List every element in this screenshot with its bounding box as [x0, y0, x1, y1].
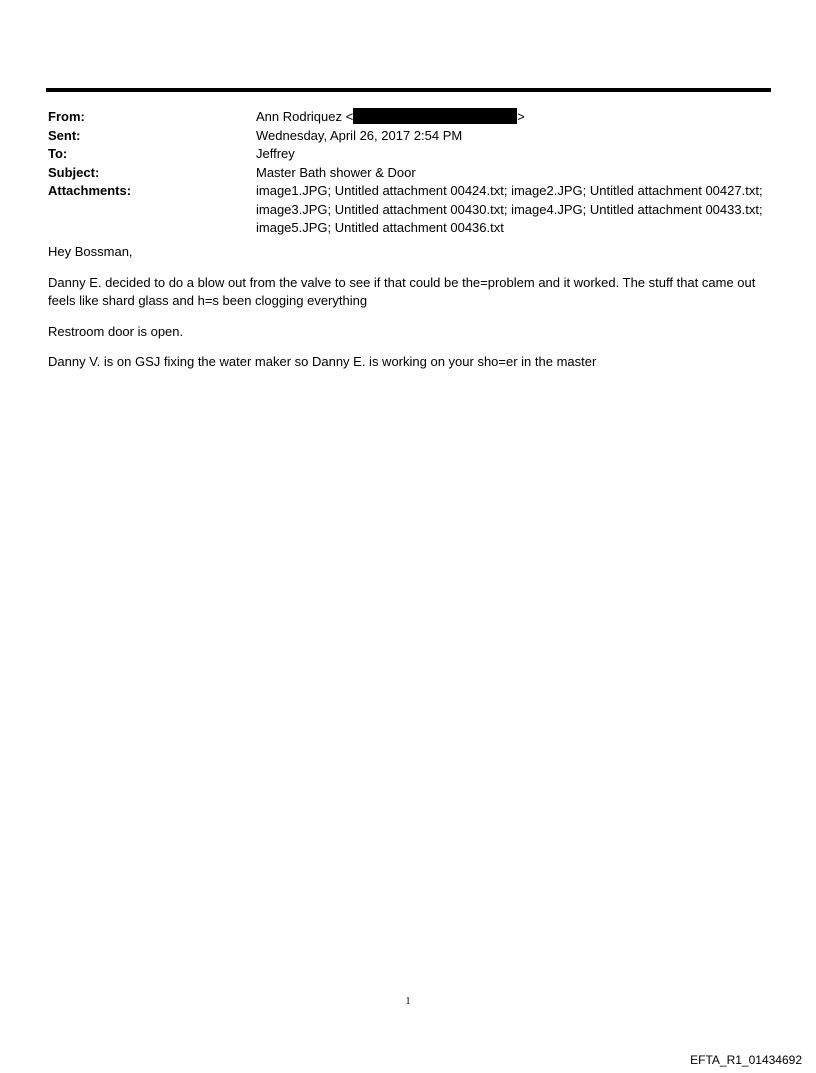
bates-number: EFTA_R1_01434692	[690, 1053, 802, 1067]
subject-value: Master Bath shower & Door	[256, 164, 416, 180]
sent-label: Sent:	[48, 127, 81, 143]
body-paragraph-2: Restroom door is open.	[48, 323, 184, 339]
sent-row	[48, 127, 770, 146]
from-name: Ann Rodriquez	[256, 109, 342, 124]
from-open-bracket: <	[345, 109, 354, 124]
redaction-box	[353, 108, 517, 124]
to-label: To:	[48, 146, 68, 161]
attachments-label: Attachments:	[48, 183, 132, 198]
from-close-bracket: >	[517, 109, 525, 124]
page-number: 1	[405, 996, 411, 1007]
sent-value: Wednesday, April 26, 2017 2:54 PM	[256, 127, 463, 143]
body-paragraph-1: Danny E. decided to do a blow out from the valve to see if that could be the=problem and it worked. The stuff that came out feels like shard glass and h=s been clogging everything	[48, 274, 756, 308]
email-headers	[48, 108, 770, 238]
attachments-row	[48, 182, 770, 238]
to-row	[48, 145, 770, 164]
from-row	[48, 108, 770, 127]
from-value	[256, 108, 770, 127]
to-value: Jeffrey	[256, 146, 295, 161]
attachments-value: image1.JPG; Untitled attachment 00424.txt; image2.JPG; Untitled attachment 00427.txt; image3.JPG; Untitled attachment 00430.txt; image4.JPG; Untitled attachment 00433.txt; image5.JPG; Untitled attachment 00436.txt	[256, 183, 763, 235]
greeting: Hey Bossman,	[48, 244, 133, 259]
email-body	[48, 243, 773, 384]
from-label: From:	[48, 109, 85, 124]
body-paragraph-3: Danny V. is on GSJ fixing the water maker so Danny E. is working on your sho=er in the master	[48, 354, 597, 369]
header-rule	[46, 88, 771, 92]
subject-row	[48, 164, 770, 183]
subject-label: Subject:	[48, 164, 100, 180]
